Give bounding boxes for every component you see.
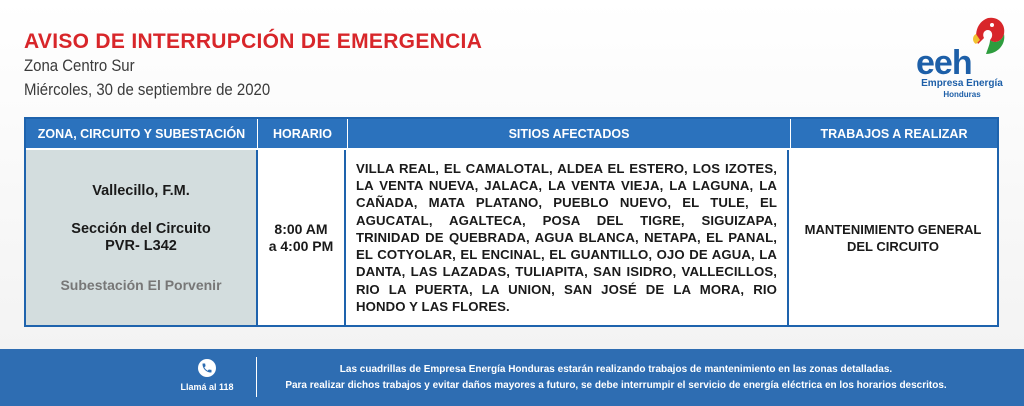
work-line2: DEL CIRCUITO (847, 238, 939, 254)
logo-brand-line1: Empresa Energía (921, 78, 1003, 89)
date-label: Miércoles, 30 de septiembre de 2020 (24, 80, 271, 99)
notice-title: AVISO DE INTERRUPCIÓN DE EMERGENCIA (24, 30, 483, 53)
header-zone: ZONA, CIRCUITO Y SUBESTACIÓN (26, 119, 258, 148)
header-hours: HORARIO (258, 119, 348, 148)
table-header-row (26, 119, 997, 148)
notice-header (24, 30, 482, 102)
affected-sites: VILLA REAL, EL CAMALOTAL, ALDEA EL ESTERO, LOS IZOTES, LA VENTA NUEVA, JALACA, LA VENTA VIEJA, LA LAGUNA, LA CAÑADA, MATA PLATANO, PUEBLO NUEVO, EL TULE, EL AGUCATAL, AGALTECA, POSA DEL TIGRE, SIGUIZAPA, TRINIDAD DE QUEBRADA, AGUA BLANCA, NETAPA, EL PANAL, EL COTYOLAR, EL ENCINAL, EL GUANTILLO, OJO DE AGUA, LA DANTA, LAS LAZADAS, TULIAPITA, SAN ISIDRO, VALLECILLOS, RIO LA PUERTA, LA UNION, SAN JOSÉ DE LA MORA, RIO HONDO Y LAS FLORES. (356, 161, 777, 314)
header-work: TRABAJOS A REALIZAR (820, 126, 968, 141)
logo-brand-line2: Honduras (943, 90, 981, 99)
footer-divider (256, 357, 257, 397)
table-row (26, 150, 997, 325)
zone-label: Zona Centro Sur (24, 56, 135, 75)
outage-table (24, 117, 999, 327)
footer-line1: Las cuadrillas de Empresa Energía Honduras estarán realizando trabajos de mantenimiento en las zonas detalladas. (339, 364, 893, 375)
phone-label: Llamá al 118 (180, 382, 234, 392)
footer-line2: Para realizar dichos trabajos y evitar daños mayores a futuro, se debe interrumpir el servicio de energía eléctrica en los horarios descritos. (285, 380, 947, 391)
hours-cell (258, 150, 346, 325)
footer-message (266, 362, 966, 394)
zone-name: Vallecillo, F.M. (92, 182, 190, 199)
header-sites: SITIOS AFECTADOS (348, 119, 791, 148)
circuit-code: PVR- L342 (105, 237, 177, 254)
footer-banner (0, 349, 1024, 406)
substation-name: Subestación El Porvenir (60, 276, 222, 293)
circuit-line1: Sección del Circuito (71, 220, 211, 237)
work-cell (789, 150, 997, 325)
sites-cell (346, 150, 789, 325)
eeh-logo (912, 14, 1008, 98)
hours-end: a 4:00 PM (268, 237, 334, 254)
circuit-section (71, 221, 210, 255)
logo-mark: eeh (916, 44, 972, 82)
work-line1: MANTENIMIENTO GENERAL (804, 221, 982, 237)
macaw-icon (968, 14, 1008, 56)
hours-start: 8:00 AM (274, 220, 328, 237)
zone-cell (26, 150, 258, 325)
phone-icon (198, 359, 216, 377)
